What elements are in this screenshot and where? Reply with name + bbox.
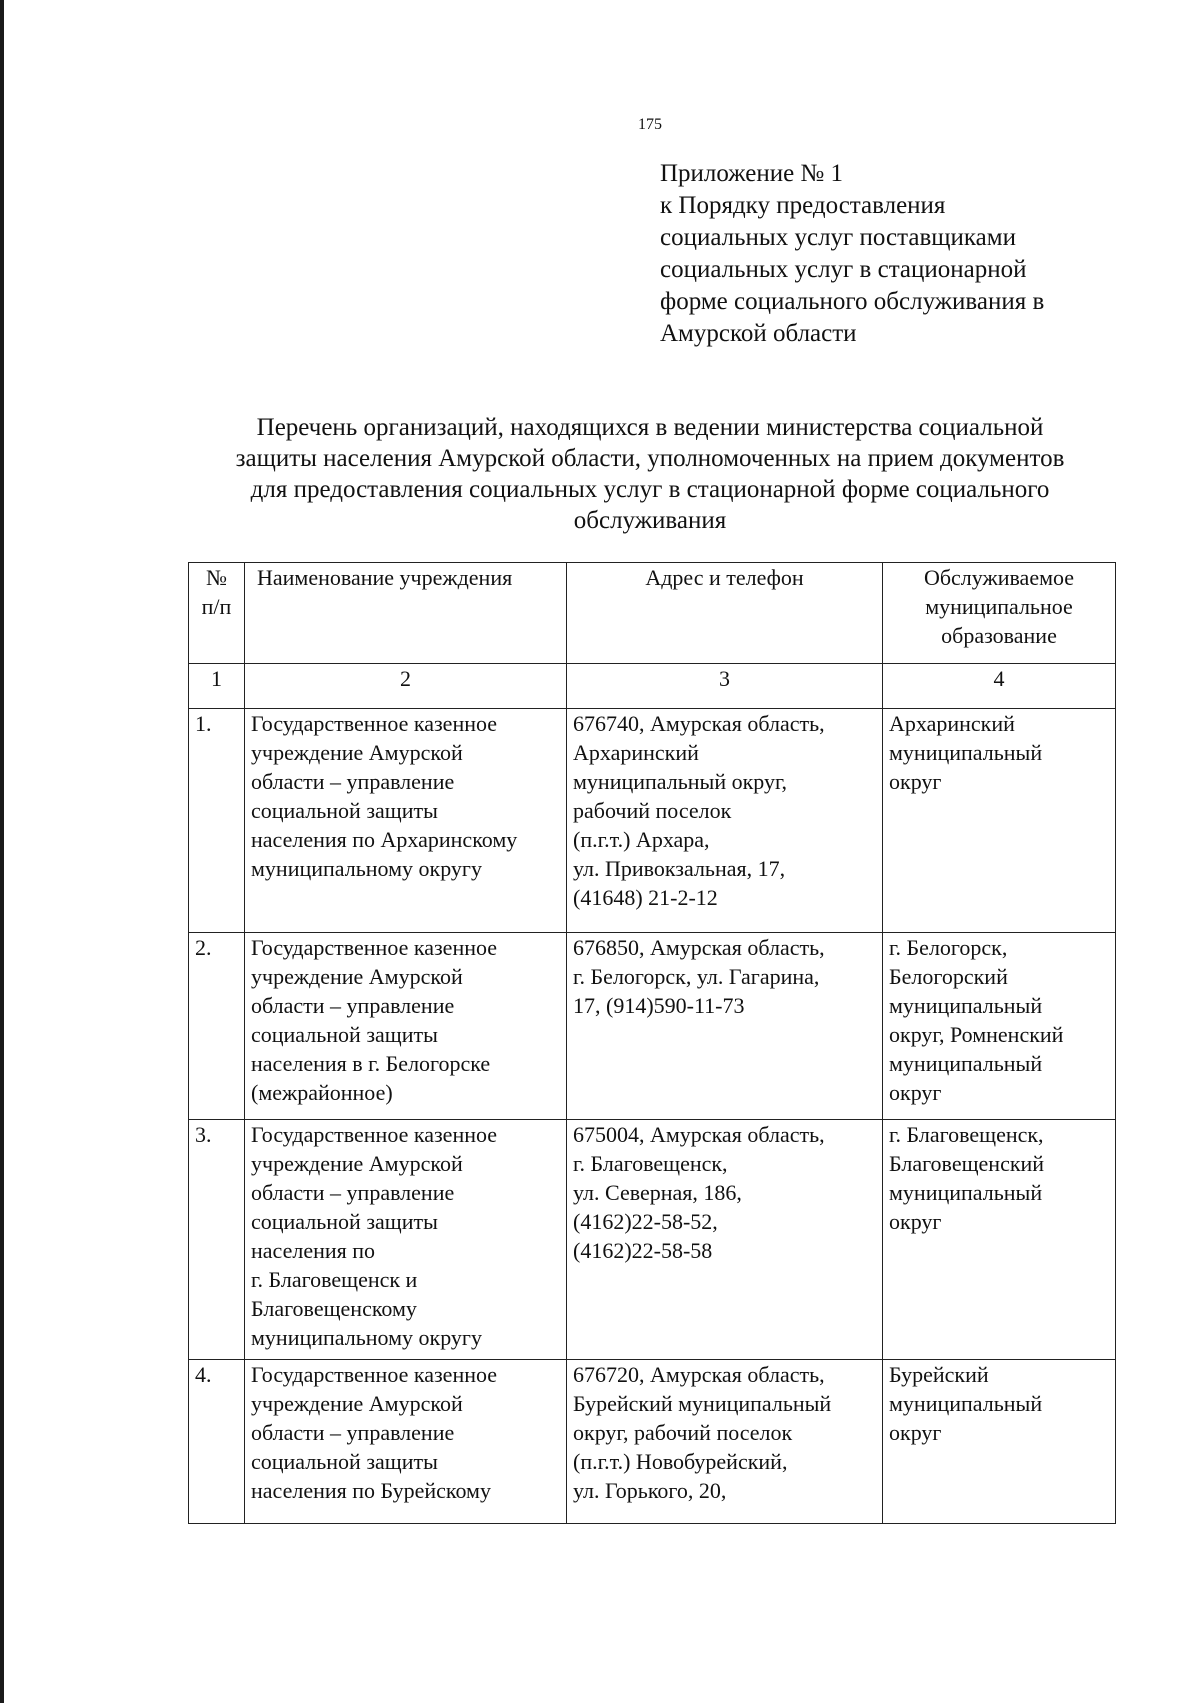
row-number: 2.	[189, 933, 245, 1120]
served-municipality	[883, 1360, 1116, 1524]
cell-line: Бурейский муниципальный	[573, 1391, 832, 1416]
cell-line: муниципальный	[889, 993, 1043, 1018]
cell-line: округ, Ромненский	[889, 1022, 1064, 1047]
appendix-line: социальных услуг поставщиками	[660, 224, 1016, 251]
cell-line: округ	[889, 1080, 942, 1105]
column-number: 3	[567, 664, 883, 709]
title-line: защиты населения Амурской области, уполномоченных на прием документов	[235, 445, 1065, 472]
table-row	[189, 1360, 1116, 1524]
cell-line: области – управление	[251, 1420, 455, 1445]
appendix-line: Амурской области	[660, 320, 857, 347]
cell-line: округ, рабочий поселок	[573, 1420, 793, 1445]
cell-line: округ	[889, 769, 942, 794]
scan-edge	[0, 0, 4, 1703]
title-line: для предоставления социальных услуг в стационарной форме социального	[250, 476, 1050, 503]
cell-line: 675004, Амурская область,	[573, 1122, 825, 1147]
cell-line: учреждение Амурской	[251, 1151, 463, 1176]
cell-line: социальной защиты	[251, 1022, 438, 1047]
cell-line: учреждение Амурской	[251, 964, 463, 989]
cell-line: муниципальный	[889, 1180, 1043, 1205]
table-row	[189, 709, 1116, 933]
cell-line: социальной защиты	[251, 1209, 438, 1234]
cell-line: (п.г.т.) Архара,	[573, 827, 710, 852]
cell-line: г. Благовещенск и	[251, 1267, 418, 1292]
header-name	[245, 563, 567, 664]
cell-line: области – управление	[251, 769, 455, 794]
cell-line: социальной защиты	[251, 798, 438, 823]
cell-line: 676850, Амурская область,	[573, 935, 825, 960]
cell-line: населения по Архаринскому	[251, 827, 518, 852]
column-number: 4	[883, 664, 1116, 709]
cell-line: ул. Горького, 20,	[573, 1478, 727, 1503]
cell-line: (п.г.т.) Новобурейский,	[573, 1449, 788, 1474]
organizations-table	[188, 562, 1116, 1524]
cell-line: Архаринский	[573, 740, 699, 765]
cell-line: учреждение Амурской	[251, 740, 463, 765]
cell-line: Государственное казенное	[251, 935, 498, 960]
cell-line: (межрайонное)	[251, 1080, 393, 1105]
header-num-line: п/п	[201, 594, 232, 619]
cell-line: г. Благовещенск,	[573, 1151, 728, 1176]
header-area-line: муниципальное	[925, 594, 1073, 619]
row-number: 4.	[189, 1360, 245, 1524]
cell-line: (41648) 21-2-12	[573, 885, 718, 910]
institution-name	[245, 709, 567, 933]
served-municipality	[883, 1120, 1116, 1360]
cell-line: (4162)22-58-58	[573, 1238, 713, 1263]
cell-line: г. Благовещенск,	[889, 1122, 1044, 1147]
institution-name	[245, 933, 567, 1120]
cell-line: области – управление	[251, 1180, 455, 1205]
header-num	[189, 563, 245, 664]
table-header-row	[189, 563, 1116, 664]
institution-name	[245, 1360, 567, 1524]
appendix-line: к Порядку предоставления	[660, 192, 946, 219]
cell-line: Государственное казенное	[251, 1362, 498, 1387]
column-number-row	[189, 664, 1116, 709]
cell-line: ул. Северная, 186,	[573, 1180, 742, 1205]
cell-line: 17, (914)590-11-73	[573, 993, 745, 1018]
cell-line: Государственное казенное	[251, 1122, 498, 1147]
column-number: 1	[189, 664, 245, 709]
header-area-line: Обслуживаемое	[923, 565, 1075, 590]
row-number: 1.	[189, 709, 245, 933]
header-address	[567, 563, 883, 664]
cell-line: г. Белогорск, ул. Гагарина,	[573, 964, 820, 989]
header-num-line: №	[206, 565, 227, 590]
cell-line: учреждение Амурской	[251, 1391, 463, 1416]
header-area-line: образование	[941, 623, 1057, 648]
table-row	[189, 1120, 1116, 1360]
cell-line: (4162)22-58-52,	[573, 1209, 718, 1234]
cell-line: Белогорский	[889, 964, 1008, 989]
cell-line: населения по	[251, 1238, 376, 1263]
cell-line: г. Белогорск,	[889, 935, 1008, 960]
cell-line: Государственное казенное	[251, 711, 498, 736]
header-area	[883, 563, 1116, 664]
appendix-line: социальных услуг в стационарной	[660, 256, 1027, 283]
appendix-heading	[660, 158, 1120, 350]
appendix-line: Приложение № 1	[660, 160, 844, 187]
cell-line: населения в г. Белогорске	[251, 1051, 491, 1076]
table-row	[189, 933, 1116, 1120]
cell-line: Благовещенскому	[251, 1296, 417, 1321]
cell-line: Благовещенский	[889, 1151, 1045, 1176]
cell-line: 676720, Амурская область,	[573, 1362, 825, 1387]
cell-line: Архаринский	[889, 711, 1015, 736]
cell-line: муниципальный	[889, 740, 1043, 765]
cell-line: населения по Бурейскому	[251, 1478, 491, 1503]
cell-line: округ	[889, 1209, 942, 1234]
header-name-line: Наименование учреждения	[257, 565, 513, 590]
cell-line: социальной защиты	[251, 1449, 438, 1474]
title-line: Перечень организаций, находящихся в ведении министерства социальной	[256, 414, 1044, 441]
row-number: 3.	[189, 1120, 245, 1360]
cell-line: муниципальному округу	[251, 1325, 482, 1350]
served-municipality	[883, 709, 1116, 933]
institution-name	[245, 1120, 567, 1360]
cell-line: муниципальный	[889, 1051, 1043, 1076]
header-address-line: Адрес и телефон	[645, 565, 804, 590]
appendix-line: форме социального обслуживания в	[660, 288, 1045, 315]
cell-line: 676740, Амурская область,	[573, 711, 825, 736]
cell-line: муниципальный округ,	[573, 769, 788, 794]
address-phone	[567, 709, 883, 933]
served-municipality	[883, 933, 1116, 1120]
cell-line: округ	[889, 1420, 942, 1445]
address-phone	[567, 1360, 883, 1524]
cell-line: ул. Привокзальная, 17,	[573, 856, 786, 881]
address-phone	[567, 933, 883, 1120]
column-number: 2	[245, 664, 567, 709]
document-title	[170, 412, 1130, 536]
cell-line: муниципальному округу	[251, 856, 482, 881]
title-line: обслуживания	[573, 507, 727, 534]
cell-line: Бурейский	[889, 1362, 989, 1387]
address-phone	[567, 1120, 883, 1360]
page-number: 175	[638, 116, 662, 133]
cell-line: муниципальный	[889, 1391, 1043, 1416]
cell-line: рабочий поселок	[573, 798, 732, 823]
cell-line: области – управление	[251, 993, 455, 1018]
